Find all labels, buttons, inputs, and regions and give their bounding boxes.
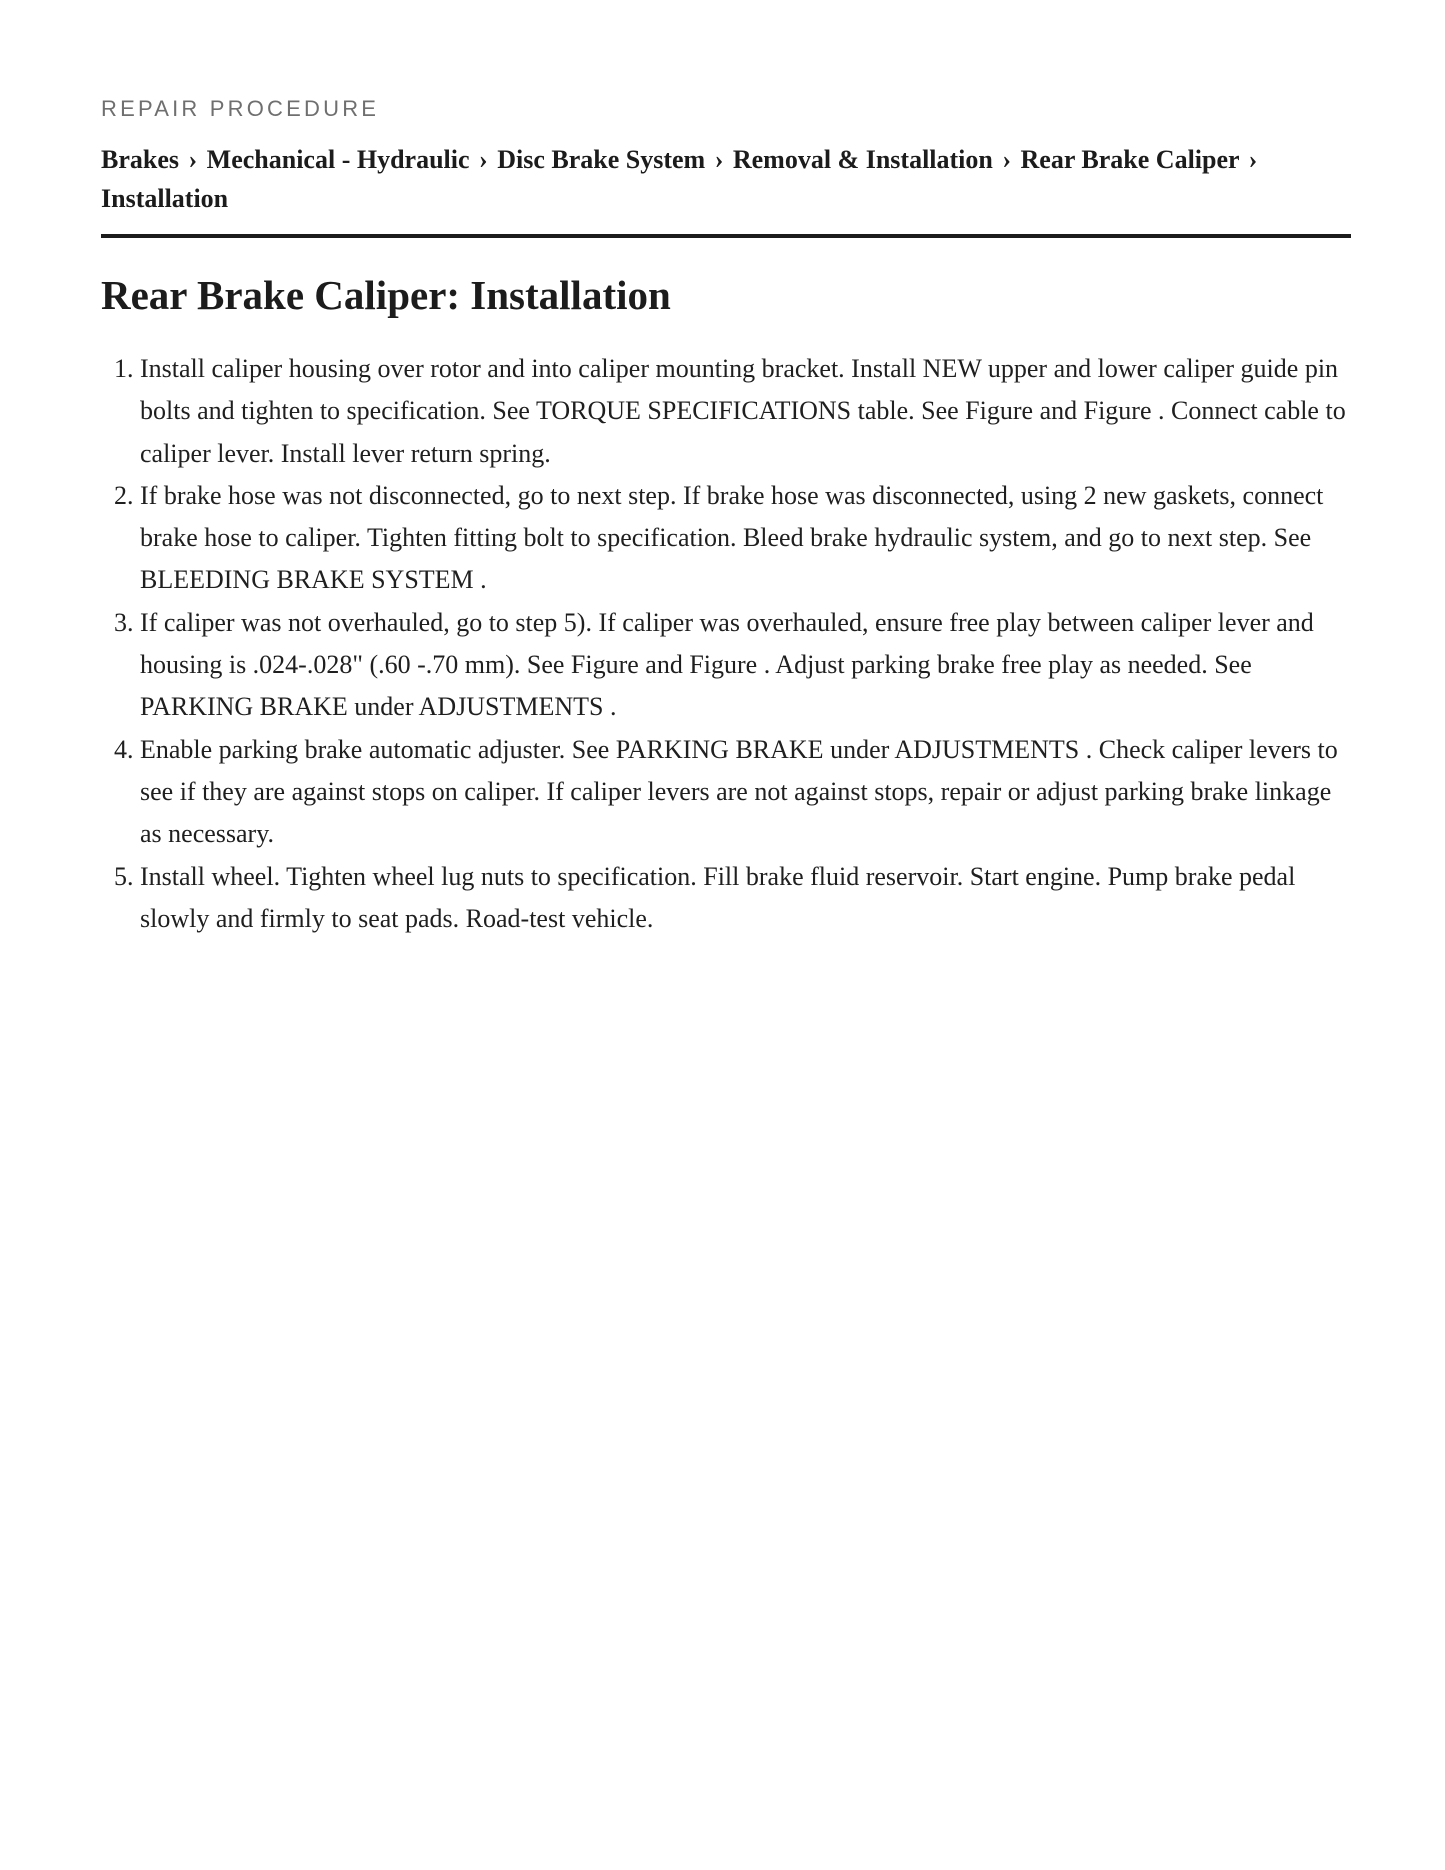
page-title: Rear Brake Caliper: Installation [101, 272, 671, 318]
breadcrumb-item-removal-installation: Removal & Installation [732, 145, 993, 174]
breadcrumb [101, 140, 1351, 238]
breadcrumb-item-rear-brake-caliper: Rear Brake Caliper [1020, 145, 1240, 174]
procedure-step-1: 1. Install caliper housing over rotor and into caliper mounting bracket. Install NEW upper and lower caliper guide pin bolts and tighten to specification. See TORQUE SPECIFICATIONS table. See Figure and Figure . Connect cable to caliper lever. Install lever return spring. [140, 348, 1351, 475]
breadcrumb-separator: › [1002, 145, 1012, 174]
breadcrumb-item-mechanical-hydraulic: Mechanical - Hydraulic [206, 145, 470, 174]
breadcrumb-separator: › [1248, 145, 1258, 174]
procedure-steps [101, 348, 1351, 940]
procedure-step-5: 5. Install wheel. Tighten wheel lug nuts to specification. Fill brake fluid reservoir. Start engine. Pump brake pedal slowly and firmly to seat pads. Road-test vehicle. [140, 856, 1351, 941]
breadcrumb-separator: › [714, 145, 724, 174]
breadcrumb-separator: › [479, 145, 488, 174]
breadcrumb-item-disc-brake-system: Disc Brake System [497, 145, 706, 174]
procedure-step-4: 4. Enable parking brake automatic adjuster. See PARKING BRAKE under ADJUSTMENTS . Check caliper levers to see if they are against stops on caliper. If caliper levers are not against stops, repair or adjust parking brake linkage as necessary. [140, 729, 1351, 856]
procedure-step-3: 3. If caliper was not overhauled, go to step 5). If caliper was overhauled, ensure free play between caliper lever and housing is .024-.028" (.60 -.70 mm). See Figure and Figure . Adjust parking brake free play as needed. See PARKING BRAKE under ADJUSTMENTS . [140, 602, 1351, 729]
breadcrumb-item-brakes: Brakes [101, 145, 179, 174]
procedure-step-2: 2. If brake hose was not disconnected, go to next step. If brake hose was disconnected, using 2 new gaskets, connect brake hose to caliper. Tighten fitting bolt to specification. Bleed brake hydraulic system, and go to next step. See BLEEDING BRAKE SYSTEM . [140, 475, 1351, 602]
breadcrumb-item-installation: Installation [101, 184, 229, 213]
procedure-page [101, 94, 1351, 940]
section-eyebrow: REPAIR PROCEDURE [101, 96, 380, 121]
breadcrumb-separator: › [188, 145, 198, 174]
